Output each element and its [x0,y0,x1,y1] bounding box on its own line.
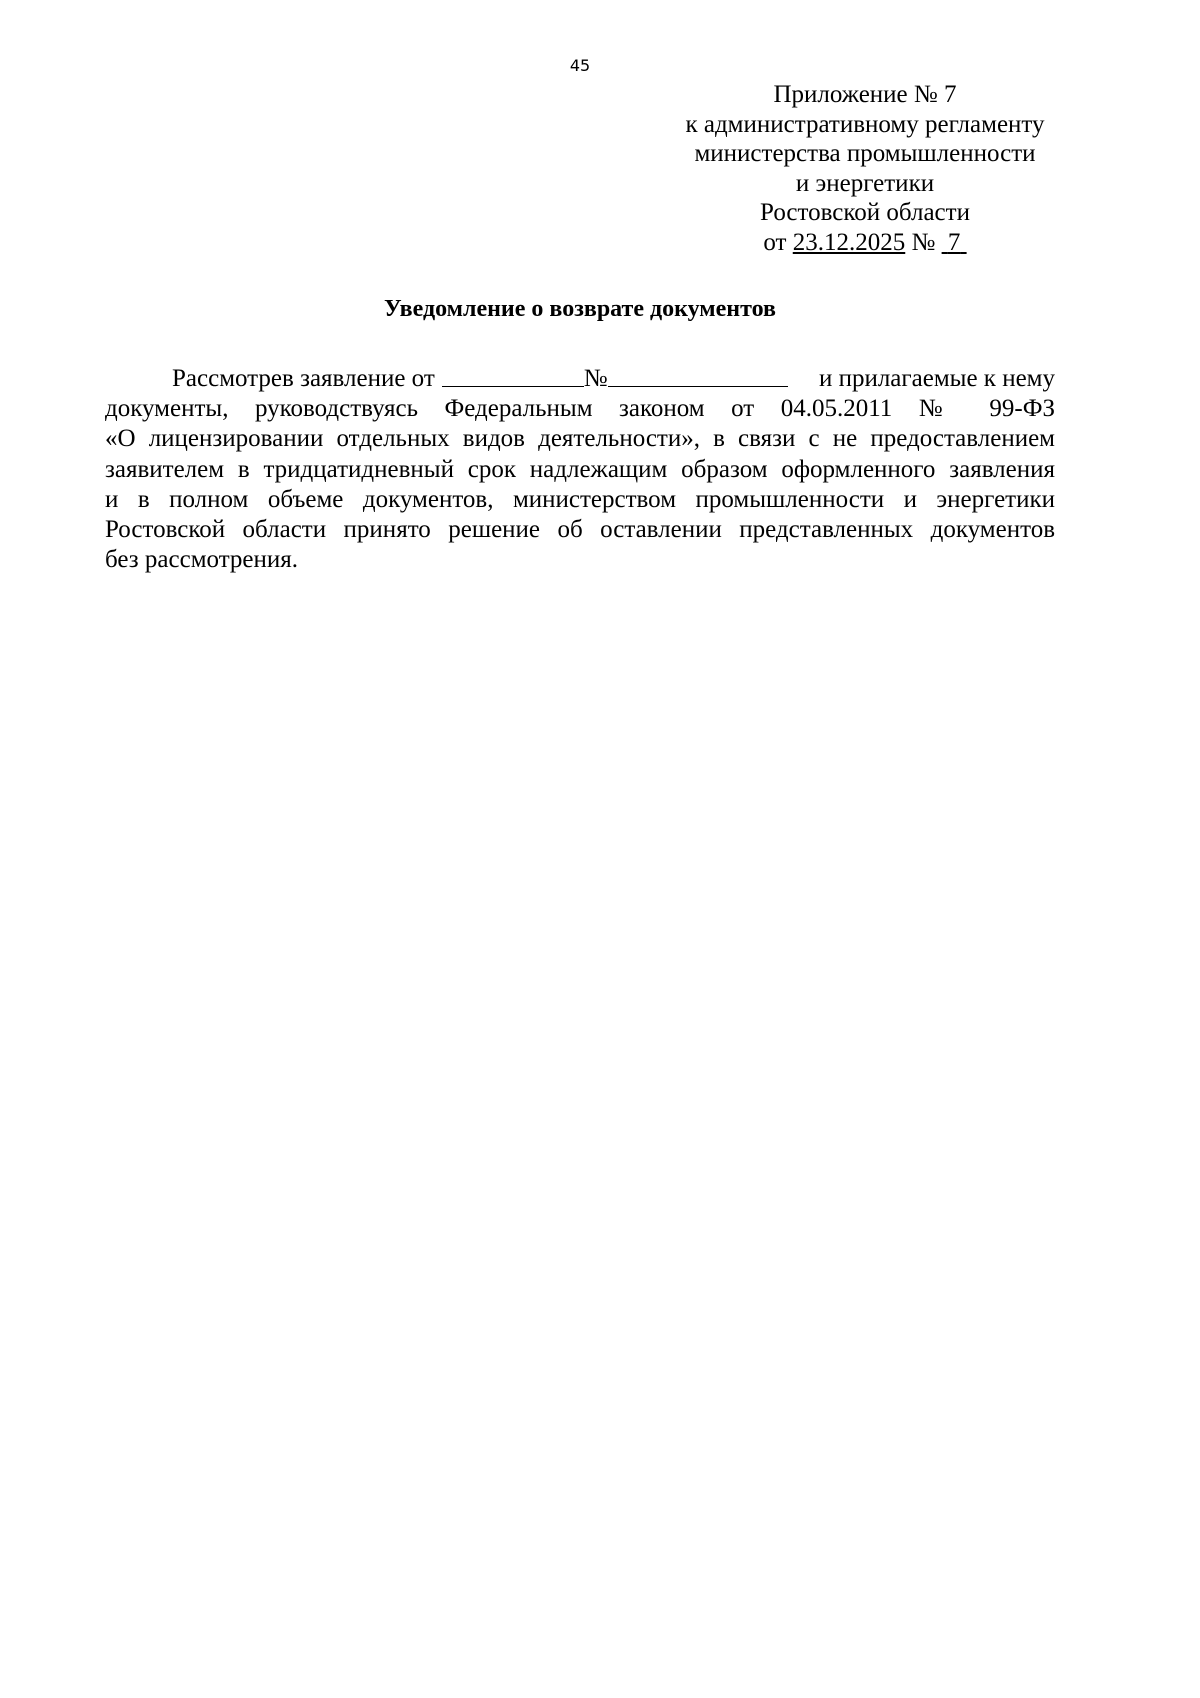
body-line: Ростовской области принято решение об оставлении представленных документов [105,516,1055,544]
number-sign: № [583,365,608,392]
body-line: «О лицензировании отдельных видов деятельности», в связи с не предоставлением [105,425,1055,453]
approval-line: и энергетики [795,169,935,197]
approval-block [680,80,1050,257]
body-line: без рассмотрения. [105,546,299,574]
date-prefix: от [763,228,787,256]
approval-number [942,229,967,256]
approval-date: 23.12.2025 [792,228,906,256]
body-text: Рассмотрев заявление от [172,365,435,392]
page-number: 45 [569,56,591,75]
date-blank-field [442,364,584,387]
approval-number-value: 7 [947,228,961,256]
document-body [105,364,1055,575]
body-line: документы, руководствуясь Федеральным законом от 04.05.2011 № 99-ФЗ [105,395,1055,423]
number-sign: № [911,228,936,256]
body-line: и в полном объеме документов, министерством промышленности и энергетики [105,485,1055,513]
body-first-line [105,364,1055,394]
approval-line: министерства промышленности [694,140,1036,167]
approval-line: Приложение № 7 [773,81,957,108]
approval-date-line [680,228,1050,258]
approval-line: Ростовской области [760,199,970,226]
document-title: Уведомление о возврате документов [384,296,776,322]
approval-line: к административному регламенту [685,110,1045,138]
body-line: заявителем в тридцатидневный срок надлежащим образом оформленного заявления [105,455,1055,483]
number-blank-field [608,364,788,387]
body-text: и прилагаемые к нему [818,365,1055,392]
